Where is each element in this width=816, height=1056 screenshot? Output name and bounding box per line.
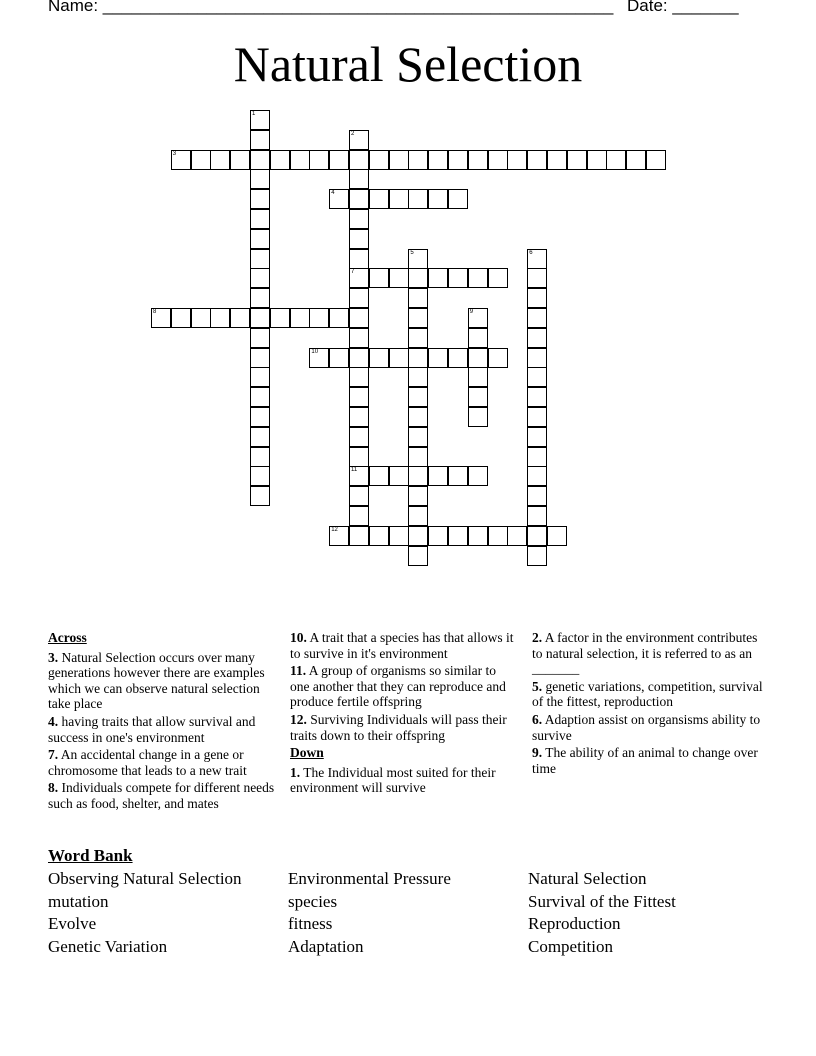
crossword-cell[interactable] [408, 268, 428, 288]
clue-number: 1 [252, 111, 256, 117]
crossword-cell[interactable] [171, 150, 191, 170]
word-bank-item: Survival of the Fittest [528, 892, 676, 911]
crossword-cell[interactable] [250, 486, 270, 506]
crossword-cell[interactable] [369, 466, 389, 486]
crossword-cell[interactable] [428, 268, 448, 288]
crossword-cell[interactable] [349, 447, 369, 467]
crossword-cell[interactable] [349, 150, 369, 170]
crossword-cell[interactable] [408, 308, 428, 328]
crossword-cell[interactable] [408, 150, 428, 170]
crossword-cell[interactable] [250, 328, 270, 348]
crossword-cell[interactable] [547, 526, 567, 546]
crossword-cell[interactable] [250, 169, 270, 189]
crossword-cell[interactable] [349, 348, 369, 368]
crossword-cell[interactable] [527, 407, 547, 427]
crossword-cell[interactable] [250, 209, 270, 229]
clues-column-3 [532, 630, 764, 778]
crossword-cell[interactable] [369, 150, 389, 170]
crossword-cell[interactable] [527, 506, 547, 526]
clue-number: 3 [172, 150, 177, 157]
crossword-cell[interactable] [408, 288, 428, 308]
crossword-cell[interactable] [527, 546, 547, 566]
crossword-cell[interactable] [468, 268, 488, 288]
crossword-cell[interactable] [547, 150, 567, 170]
word-bank-item: Competition [528, 937, 613, 956]
crossword-cell[interactable] [408, 447, 428, 467]
clue-across-12: 12. Surviving Individuals will pass their traits down to their offspring [290, 711, 507, 743]
crossword-cell[interactable] [468, 387, 488, 407]
word-bank-item: Genetic Variation [48, 937, 168, 956]
crossword-cell[interactable] [408, 367, 428, 387]
crossword-cell[interactable] [468, 367, 488, 387]
across-heading: Across [48, 630, 87, 645]
clue-number: 9 [469, 309, 474, 315]
crossword-cell[interactable] [428, 150, 448, 170]
down-heading: Down [290, 745, 324, 761]
crossword-cell[interactable] [527, 328, 547, 348]
crossword-cell[interactable] [448, 150, 468, 170]
crossword-cell[interactable] [527, 367, 547, 387]
clue-number: 7 [351, 269, 355, 276]
crossword-cell[interactable] [349, 328, 369, 348]
crossword-cell[interactable] [448, 348, 468, 368]
crossword-cell[interactable] [369, 526, 389, 546]
crossword-cell[interactable] [428, 526, 448, 546]
clue-across-3: 3. Natural Selection occurs over many generations however there are examples which we can observe natural selection take place [48, 649, 265, 712]
crossword-cell[interactable] [349, 288, 369, 308]
clue-across-8: 8. Individuals compete for different needs such as food, shelter, and mates [48, 780, 275, 811]
clue-number: 12 [331, 526, 338, 533]
crossword-cell[interactable] [488, 150, 508, 170]
crossword-cell[interactable] [448, 189, 468, 209]
word-bank-item: Environmental Pressure [288, 869, 451, 888]
crossword-cell[interactable] [408, 328, 428, 348]
clue-number: 8 [153, 309, 157, 315]
crossword-cell[interactable] [488, 348, 508, 368]
crossword-cell[interactable] [250, 110, 270, 130]
crossword-cell[interactable] [250, 249, 270, 269]
crossword-cell[interactable] [408, 466, 428, 486]
crossword-cell[interactable] [250, 427, 270, 447]
crossword-cell[interactable] [250, 407, 270, 427]
crossword-cell[interactable] [408, 526, 428, 546]
crossword-cell[interactable] [389, 526, 409, 546]
crossword-cell[interactable] [527, 249, 547, 269]
crossword-cell[interactable] [408, 486, 428, 506]
crossword-cell[interactable] [468, 328, 488, 348]
clue-number: 11 [351, 467, 358, 474]
crossword-cell[interactable] [527, 348, 547, 368]
crossword-cell[interactable] [349, 189, 369, 209]
page-title: Natural Selection [233, 36, 583, 92]
clues-column-2 [290, 630, 518, 798]
crossword-cell[interactable] [349, 229, 369, 249]
clue-down-6: 6. Adaption assist on organsisms ability to survive [532, 711, 761, 743]
word-bank-item: mutation [48, 892, 109, 911]
clue-number: 2 [351, 130, 355, 137]
crossword-cell[interactable] [210, 150, 230, 170]
crossword-cell[interactable] [408, 427, 428, 447]
crossword-cell[interactable] [448, 466, 468, 486]
clue-down-2: 2. A factor in the environment contributes to natural selection, it is referred to as an _______ [532, 630, 758, 677]
crossword-cell[interactable] [171, 308, 191, 328]
crossword-cell[interactable] [468, 348, 488, 368]
word-bank-item: Reproduction [528, 914, 621, 933]
crossword-cell[interactable] [309, 348, 329, 368]
crossword-cell[interactable] [369, 268, 389, 288]
crossword-cell[interactable] [349, 407, 369, 427]
crossword-cell[interactable] [349, 130, 369, 150]
crossword-cell[interactable] [468, 466, 488, 486]
crossword-cell[interactable] [329, 348, 349, 368]
crossword-cell[interactable] [408, 249, 428, 269]
crossword-cell[interactable] [527, 150, 547, 170]
date-field[interactable]: Date: _______ [627, 0, 739, 15]
crossword-cell[interactable] [250, 348, 270, 368]
crossword-cell[interactable] [250, 189, 270, 209]
clue-down-9: 9. The ability of an animal to change over time [532, 745, 758, 776]
crossword-cell[interactable] [527, 387, 547, 407]
clue-down-1: 1. The Individual most suited for their environment will survive [290, 764, 496, 796]
crossword-cell[interactable] [428, 466, 448, 486]
name-field[interactable]: Name: ______________________________________________________ [48, 0, 614, 15]
crossword-cell[interactable] [389, 348, 409, 368]
crossword-cell[interactable] [646, 150, 666, 170]
crossword-cell[interactable] [408, 407, 428, 427]
word-bank-item: Adaptation [288, 937, 364, 956]
crossword-cell[interactable] [587, 150, 607, 170]
crossword-cell[interactable] [191, 150, 211, 170]
crossword-cell[interactable] [408, 506, 428, 526]
crossword-cell[interactable] [329, 150, 349, 170]
crossword-cell[interactable] [527, 308, 547, 328]
crossword-cell[interactable] [349, 367, 369, 387]
crossword-cell[interactable] [250, 130, 270, 150]
clue-number: 10 [311, 348, 319, 355]
crossword-cell[interactable] [250, 150, 270, 170]
clue-across-4: 4. having traits that allow survival and success in one's environment [48, 713, 256, 745]
crossword-cell[interactable] [250, 387, 270, 407]
word-bank-item: Natural Selection [528, 869, 647, 888]
crossword-cell[interactable] [349, 427, 369, 447]
crossword-cell[interactable] [349, 526, 369, 546]
crossword-cell[interactable] [349, 268, 369, 288]
crossword-cell[interactable] [210, 308, 230, 328]
clue-across-7: 7. An accidental change in a gene or chromosome that leads to a new trait [48, 747, 247, 778]
crossword-cell[interactable] [468, 308, 488, 328]
crossword-cell[interactable] [329, 189, 349, 209]
clue-number: 5 [410, 249, 414, 256]
crossword-cell[interactable] [527, 486, 547, 506]
crossword-cell[interactable] [369, 348, 389, 368]
clue-across-10: 10. A trait that a species has that allows it to survive in it's environment [290, 630, 514, 661]
crossword-cell[interactable] [230, 150, 250, 170]
crossword-cell[interactable] [369, 189, 389, 209]
crossword-cell[interactable] [606, 150, 626, 170]
crossword-cell[interactable] [250, 268, 270, 288]
crossword-cell[interactable] [250, 466, 270, 486]
crossword-cell[interactable] [250, 447, 270, 467]
crossword-cell[interactable] [507, 150, 527, 170]
crossword-cell[interactable] [527, 427, 547, 447]
crossword-cell[interactable] [349, 308, 369, 328]
crossword-cell[interactable] [408, 387, 428, 407]
word-bank-item: Evolve [48, 914, 97, 933]
crossword-cell[interactable] [468, 150, 488, 170]
clues-column-1 [48, 630, 276, 814]
crossword-cell[interactable] [349, 249, 369, 269]
crossword-cell[interactable] [250, 308, 270, 328]
crossword-cell[interactable] [408, 546, 428, 566]
crossword-cell[interactable] [191, 308, 211, 328]
word-bank-item: species [288, 892, 338, 911]
crossword-cell[interactable] [290, 150, 310, 170]
crossword-cell[interactable] [349, 169, 369, 189]
crossword-cell[interactable] [527, 466, 547, 486]
crossword-cell[interactable] [309, 308, 329, 328]
crossword-cell[interactable] [349, 387, 369, 407]
clue-number: 6 [529, 249, 533, 256]
clue-number: 4 [331, 190, 335, 197]
crossword-cell[interactable] [250, 367, 270, 387]
crossword-cell[interactable] [448, 526, 468, 546]
crossword-cell[interactable] [270, 308, 290, 328]
crossword-cell[interactable] [468, 526, 488, 546]
crossword-cell[interactable] [349, 466, 369, 486]
crossword-cell[interactable] [309, 150, 329, 170]
crossword-cell[interactable] [290, 308, 310, 328]
crossword-cell[interactable] [527, 288, 547, 308]
clue-across-11: 11. A group of organisms so similar to one another that they can reproduce and produce fertile offspring [290, 663, 506, 710]
crossword-cell[interactable] [349, 486, 369, 506]
crossword-cell[interactable] [527, 447, 547, 467]
word-bank-title: Word Bank [48, 846, 133, 865]
crossword-cell[interactable] [230, 308, 250, 328]
crossword-cell[interactable] [349, 506, 369, 526]
crossword-cell[interactable] [408, 348, 428, 368]
crossword-cell[interactable] [389, 150, 409, 170]
word-bank-item: Observing Natural Selection [48, 869, 242, 888]
crossword-cell[interactable] [488, 526, 508, 546]
crossword-cell[interactable] [408, 189, 428, 209]
clue-down-5: 5. genetic variations, competition, survival of the fittest, reproduction [532, 678, 763, 710]
crossword-cell[interactable] [349, 209, 369, 229]
crossword-cell[interactable] [626, 150, 646, 170]
crossword-cell[interactable] [389, 466, 409, 486]
crossword-cell[interactable] [527, 268, 547, 288]
crossword-cell[interactable] [488, 268, 508, 288]
word-bank-item: fitness [288, 914, 333, 933]
crossword-cell[interactable] [250, 229, 270, 249]
crossword-cell[interactable] [389, 189, 409, 209]
crossword-cell[interactable] [507, 526, 527, 546]
crossword-cell[interactable] [428, 348, 448, 368]
crossword-cell[interactable] [250, 288, 270, 308]
crossword-cell[interactable] [270, 150, 290, 170]
crossword-cell[interactable] [329, 526, 349, 546]
crossword-cell[interactable] [428, 189, 448, 209]
crossword-cell[interactable] [567, 150, 587, 170]
crossword-cell[interactable] [389, 268, 409, 288]
crossword-cell[interactable] [151, 308, 171, 328]
crossword-cell[interactable] [329, 308, 349, 328]
crossword-cell[interactable] [527, 526, 547, 546]
crossword-cell[interactable] [448, 268, 468, 288]
crossword-cell[interactable] [468, 407, 488, 427]
